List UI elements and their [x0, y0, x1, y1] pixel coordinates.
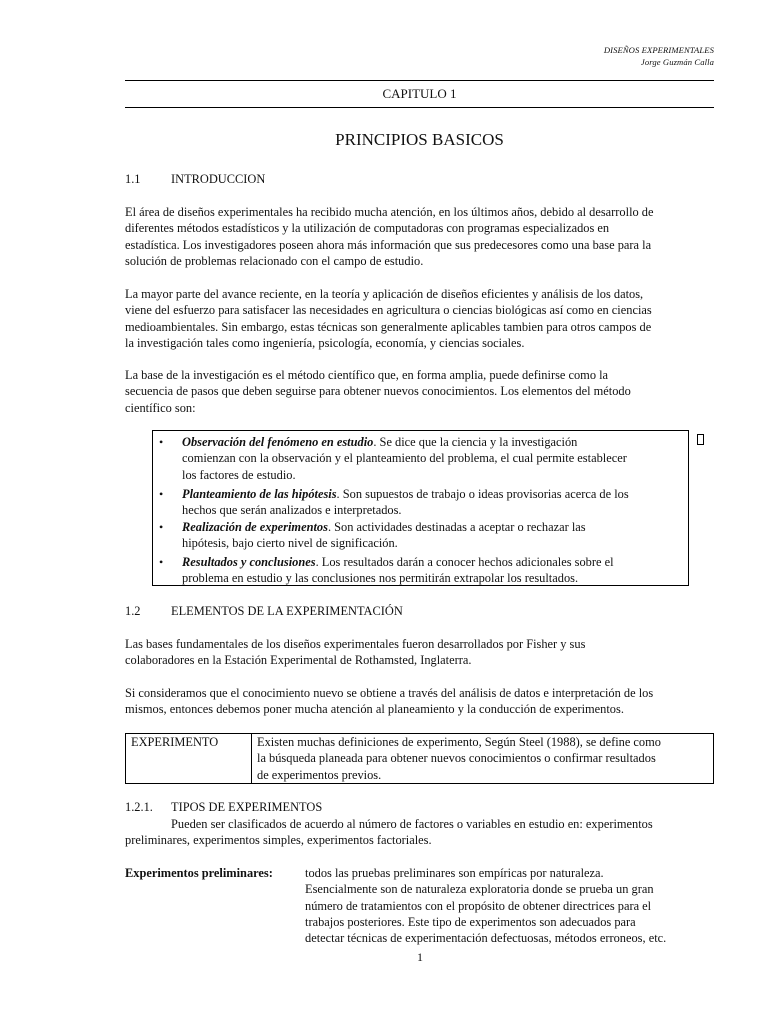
section-1-2-1-heading: TIPOS DE EXPERIMENTOS — [171, 800, 323, 814]
definition-table-divider — [251, 733, 252, 784]
intro-paragraph-2: La mayor parte del avance reciente, en la teoría y aplicación de diseños eficientes y análisis de los datos, viene del esfuerzo para satisfacer las necesidades en agricultura o ciencias biológicas así como en ciencias medioambientales. Sin embargo, estas técnicas son generalmente aplicables tambien para otros campos de la investigación tales como ingeniería, psicología, economía, y ciencias sociales. — [125, 287, 652, 350]
page-number: 1 — [417, 950, 423, 964]
preliminary-description: todos las pruebas preliminares son empíricas por naturaleza. Esencialmente son de naturaleza exploratoria donde se prueba un gran número de tratamientos con el propósito de obtener directrices para el trabajos posteriores. Este tipo de experimentos son adecuados para detectar técnicas de experimentación defectuosas, métodos erroneos, etc. — [305, 866, 667, 946]
elements-paragraph-2: Si consideramos que el conocimiento nuevo se obtiene a través del análisis de datos e interpretación de los mismos, entonces debemos poner mucha atención al planeamiento y la conducción de experimentos. — [125, 686, 654, 717]
bullet-icon: • — [159, 487, 164, 501]
definition-term: EXPERIMENTO — [131, 735, 219, 749]
running-header-title: DISEÑOS EXPERIMENTALES — [603, 45, 714, 55]
section-1-2-heading: ELEMENTOS DE LA EXPERIMENTACIÓN — [171, 604, 403, 618]
section-1-2-1-number: 1.2.1. — [125, 800, 153, 814]
method-element-observation: Observación del fenómeno en estudio. Se dice que la ciencia y la investigación comienzan con la observación y el planteamiento del problema, el cual permite establecer los factores de estudio. — [182, 435, 627, 482]
section-1-2-number: 1.2 — [125, 604, 141, 618]
method-element-hypothesis: Planteamiento de las hipótesis. Son supuestos de trabajo o ideas provisorias acerca de los hechos que serán analizados e interpretados. — [182, 487, 629, 518]
bullet-icon: • — [159, 435, 164, 449]
method-element-results: Resultados y conclusiones. Los resultados darán a conocer hechos adicionales sobre el problema en estudio y las conclusiones nos permitirán extrapolar los resultados. — [182, 555, 614, 586]
running-header-author: Jorge Guzmán Calla — [640, 57, 714, 67]
bullet-icon: • — [159, 555, 164, 569]
section-1-1-heading: INTRODUCCION — [171, 172, 266, 186]
section-1-1-number: 1.1 — [125, 172, 141, 186]
chapter-label: CAPITULO 1 — [382, 86, 457, 101]
definition-text: Existen muchas definiciones de experimento, Según Steel (1988), se define como la búsqueda planeada para obtener nuevos conocimientos o confirmar resultados de experimentos previos. — [257, 735, 661, 782]
elements-paragraph-1: Las bases fundamentales de los diseños experimentales fueron desarrollados por Fisher y sus colaboradores en la Estación Experimental de Rothamsted, Inglaterra. — [125, 637, 586, 668]
types-intro-line-1: Pueden ser clasificados de acuerdo al número de factores o variables en estudio en: experimentos — [171, 817, 653, 831]
page-title: PRINCIPIOS BASICOS — [335, 130, 504, 149]
types-intro-line-2: preliminares, experimentos simples, experimentos factoriales. — [125, 833, 432, 847]
bullet-icon: • — [159, 520, 164, 534]
intro-paragraph-3: La base de la investigación es el método científico que, en forma amplia, puede definirse como la secuencia de pasos que deben seguirse para obtener nuevos conocimientos. Los elementos del método científico son: — [125, 368, 631, 415]
preliminary-label: Experimentos preliminares: — [125, 866, 273, 880]
method-element-experiments: Realización de experimentos. Son actividades destinadas a aceptar o rechazar las hipótesis, bajo cierto nivel de significación. — [182, 520, 586, 551]
intro-paragraph-1: El área de diseños experimentales ha recibido mucha atención, en los últimos años, debido al desarrollo de diferentes métodos estadísticos y la utilización de computadoras con programas especializados en estadística. Los investigadores poseen ahora más información que sus predecesores como una base para la solución de problemas relacionado con el campo de estudio. — [125, 205, 654, 268]
chapter-top-rule — [125, 80, 714, 81]
chapter-bottom-rule — [125, 107, 714, 108]
